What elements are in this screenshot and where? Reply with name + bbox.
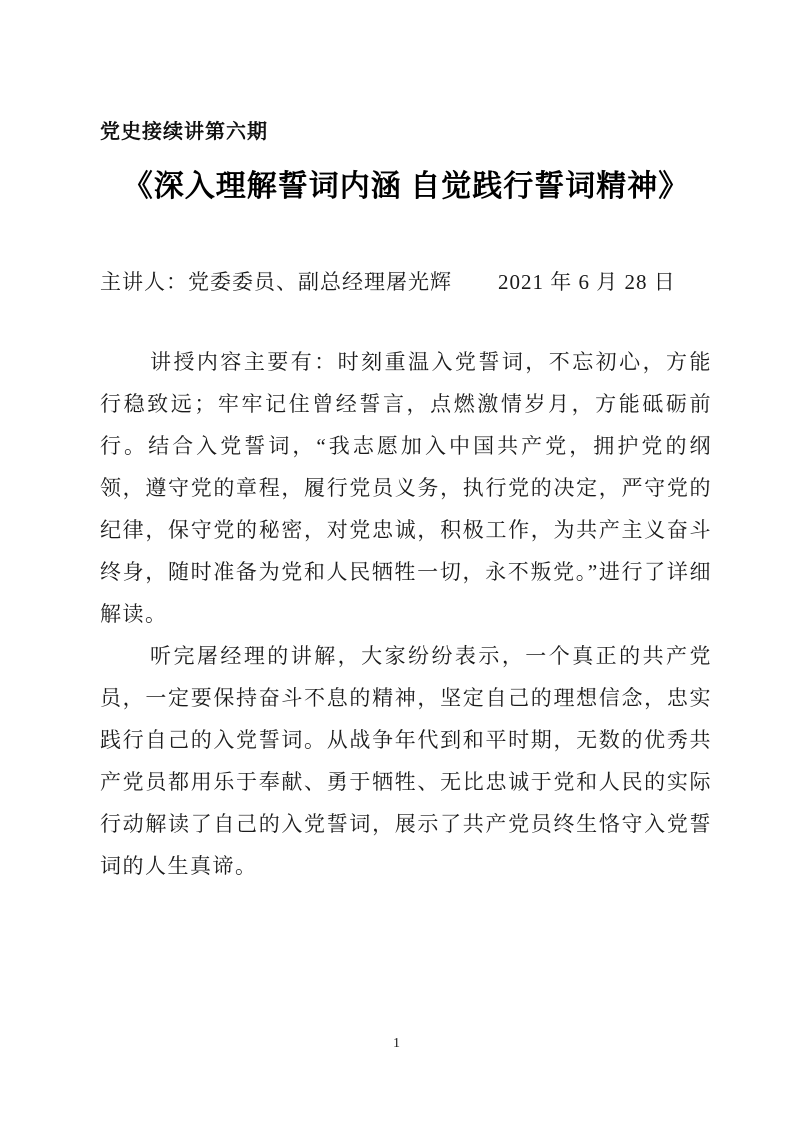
paragraph-audience-response: 听完屠经理的讲解，大家纷纷表示，一个真正的共产党员，一定要保持奋斗不息的精神，坚定自己的理想信念，忠实践行自己的入党誓词。从战争年代到和平时期，无数的优秀共产党员都用乐于奉献、勇于牺牲、无比忠诚于党和人民的实际行动解读了自己的入党誓词，展示了共产党员终生恪守入党誓词的人生真谛。 xyxy=(100,644,712,878)
document-body xyxy=(100,341,712,887)
paragraph-lecture-content: 讲授内容主要有：时刻重温入党誓词，不忘初心，方能行稳致远；牢牢记住曾经誓言，点燃激情岁月，方能砥砺前行。结合入党誓词，“我志愿加入中国共产党，拥护党的纲领，遵守党的章程，履行党员义务，执行党的决定，严守党的纪律，保守党的秘密，对党忠诚，积极工作，为共产主义奋斗终身，随时准备为党和人民牺牲一切，永不叛党。”进行了详细解读。 xyxy=(100,350,712,626)
document-title: 《深入理解誓词内涵 自觉践行誓词精神》 xyxy=(122,170,690,203)
document-header: 党史接续讲第六期 xyxy=(100,121,268,143)
speaker-name: 主讲人：党委委员、副总经理屠光辉 xyxy=(100,270,452,294)
speaker-line xyxy=(100,267,712,297)
lecture-date: 2021 年 6 月 28 日 xyxy=(498,270,676,294)
page-number: 1 xyxy=(393,1036,400,1051)
